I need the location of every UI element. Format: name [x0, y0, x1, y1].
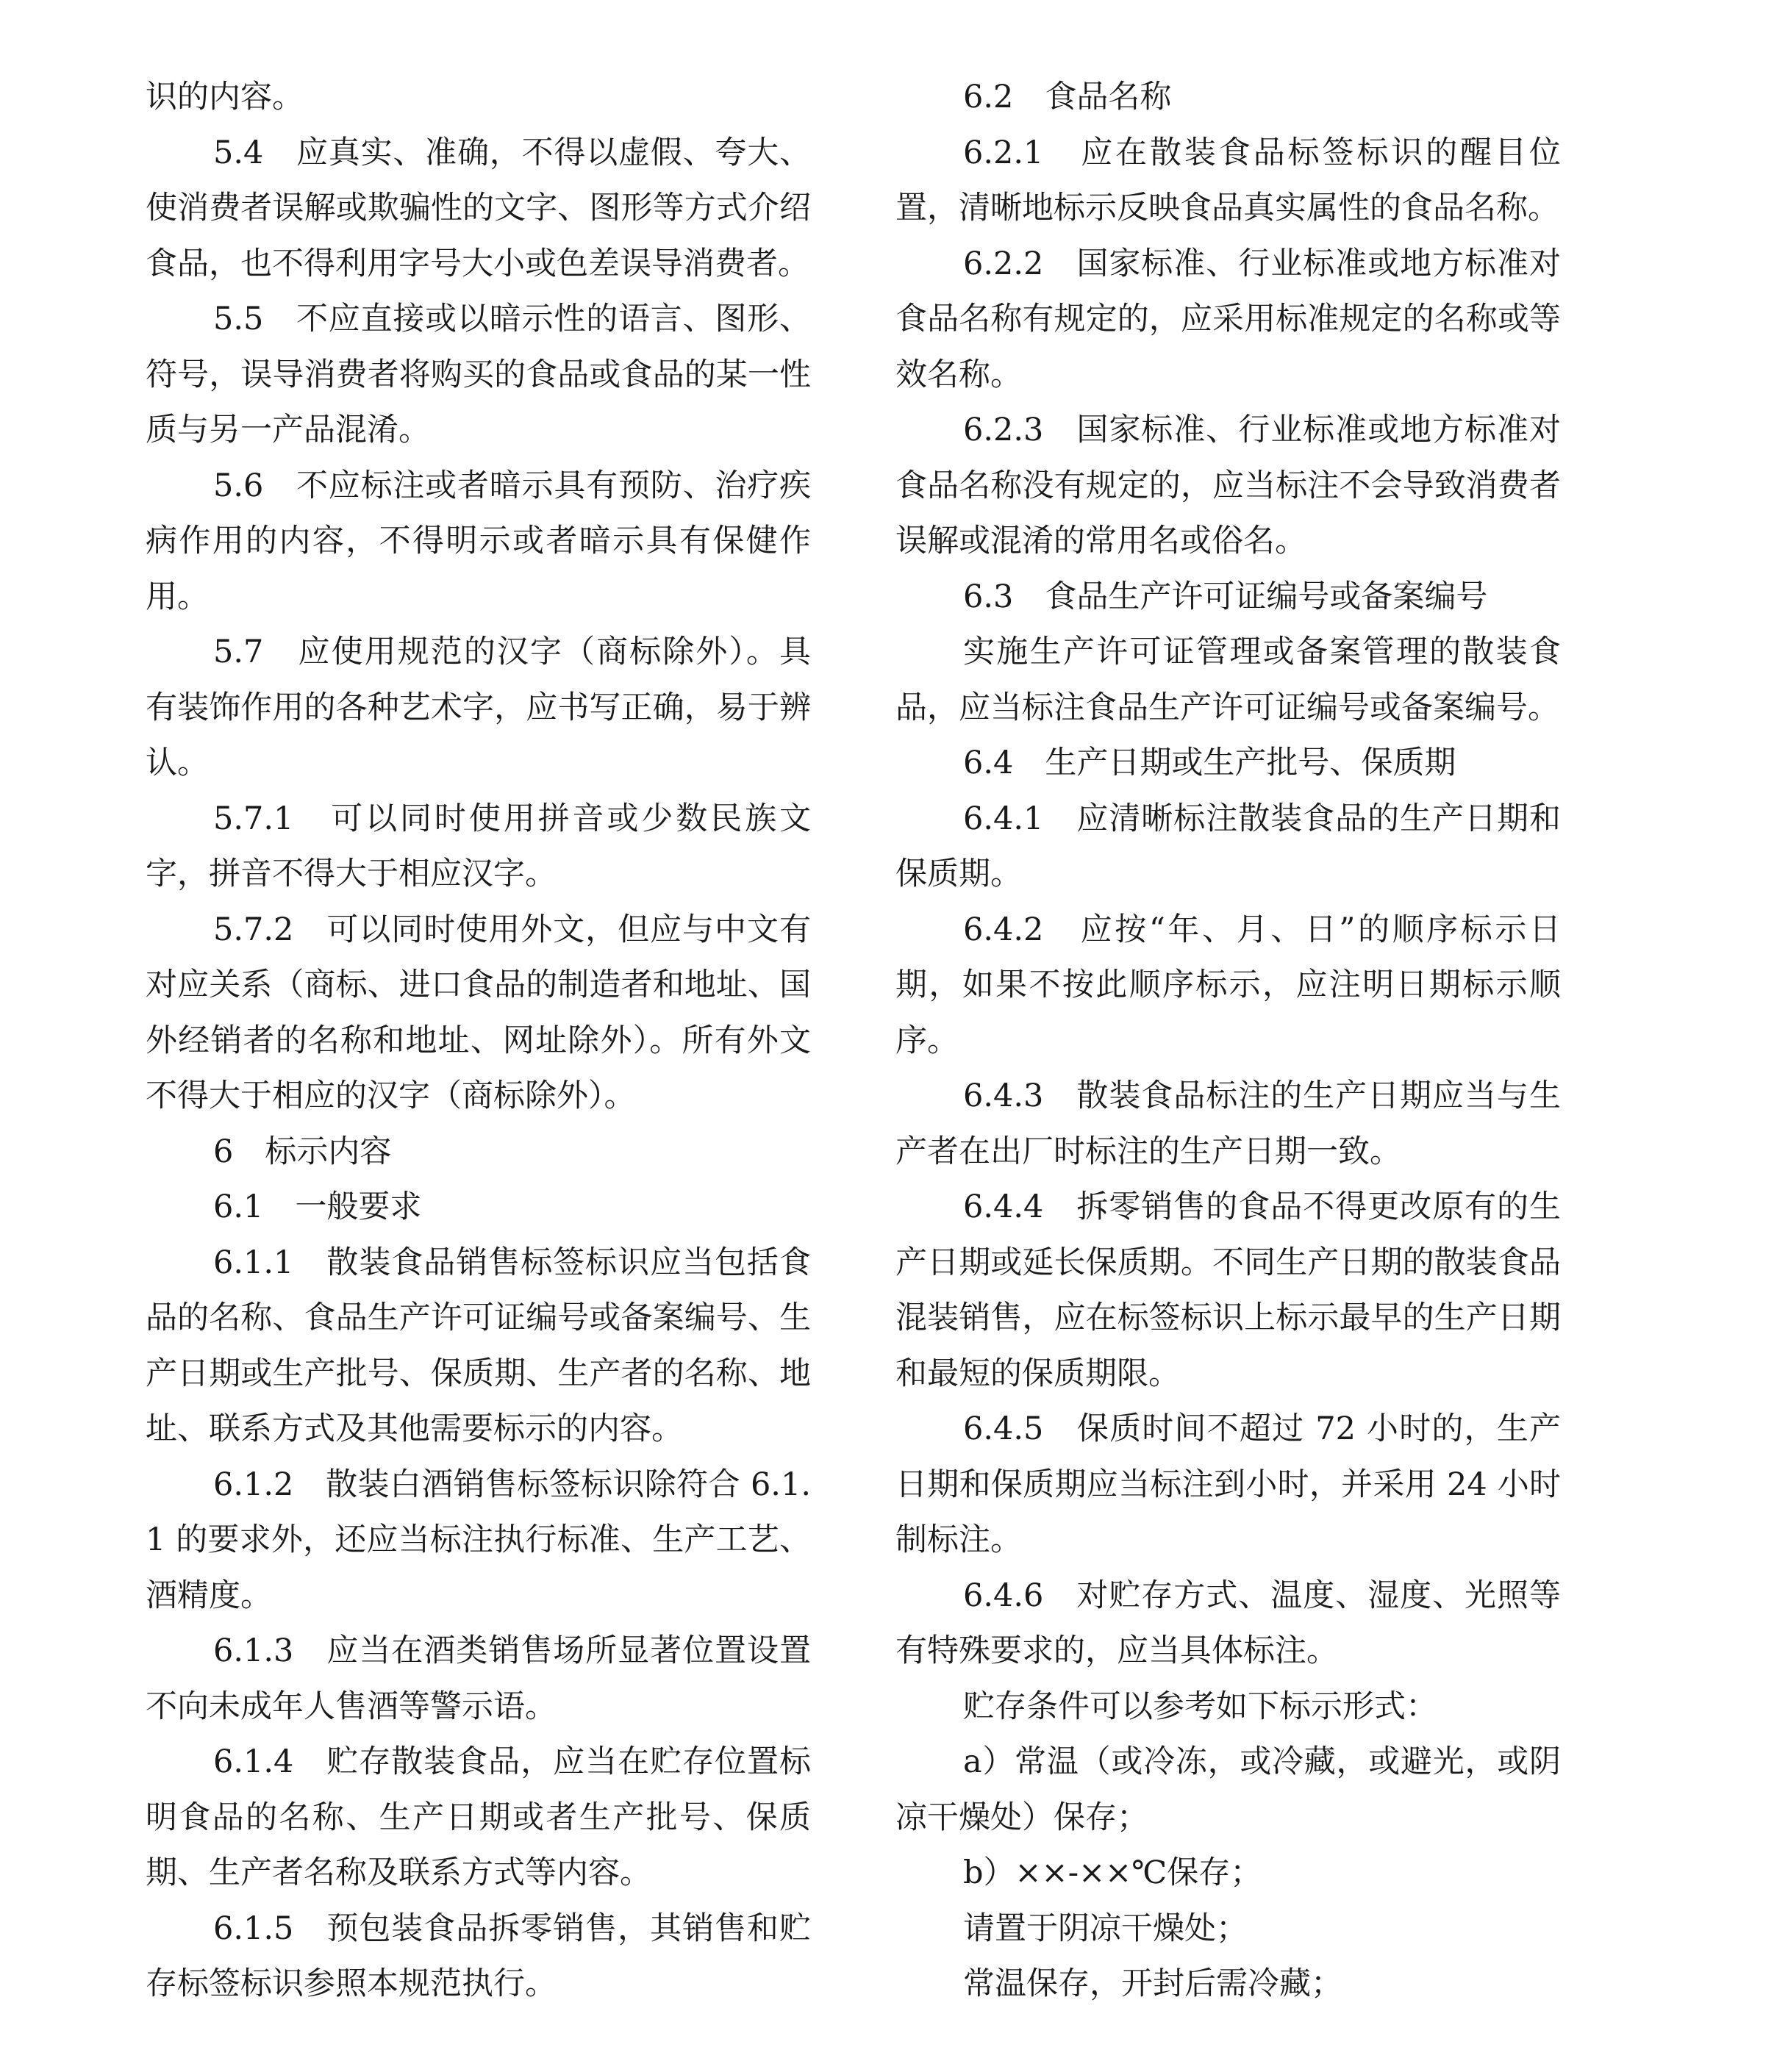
paragraph-6-4-2: 6.4.2 应按“年、月、日”的顺序标示日期，如果不按此顺序标示，应注明日期标示顺序。 — [895, 911, 1561, 1059]
paragraph-6-4-6: 6.4.6 对贮存方式、温度、湿度、光照等有特殊要求的，应当具体标注。 — [895, 1577, 1561, 1669]
paragraph-6-2-3: 6.2.3 国家标准、行业标准或地方标准对食品名称没有规定的，应当标注不会导致消费者误解或混淆的常用名或俗名。 — [895, 412, 1561, 559]
paragraph-6-1-3: 6.1.3 应当在酒类销售场所显著位置设置不向未成年人售酒等警示语。 — [146, 1632, 811, 1725]
paragraph-6-4-5: 6.4.5 保质时间不超过 72 小时的，生产日期和保质期应当标注到小时，并采用 24 小时制标注。 — [895, 1410, 1561, 1558]
paragraph-6-1-1: 6.1.1 散装食品销售标签标识应当包括食品的名称、食品生产许可证编号或备案编号、生产日期或生产批号、保质期、生产者的名称、地址、联系方式及其他需要标示的内容。 — [146, 1244, 811, 1447]
section-heading-6-4: 6.4 生产日期或生产批号、保质期 — [963, 745, 1456, 781]
section-heading-6-1: 6.1 一般要求 — [213, 1189, 422, 1225]
paragraph-5-4: 5.4 应真实、准确，不得以虚假、夸大、使消费者误解或欺骗性的文字、图形等方式介绍食品，也不得利用字号大小或色差误导消费者。 — [146, 134, 811, 282]
storage-example-a: a）常温（或冷冻，或冷藏，或避光，或阴凉干燥处）保存； — [895, 1743, 1561, 1836]
paragraph-5-7: 5.7 应使用规范的汉字（商标除外）。具有装饰作用的各种艺术字，应书写正确，易于辨认。 — [146, 634, 811, 781]
paragraph-6-1-4: 6.1.4 贮存散装食品，应当在贮存位置标明食品的名称、生产日期或者生产批号、保质期、生产者名称及联系方式等内容。 — [146, 1743, 811, 1891]
paragraph-6-3-body: 实施生产许可证管理或备案管理的散装食品，应当标注食品生产许可证编号或备案编号。 — [895, 634, 1561, 726]
paragraph-6-1-2: 6.1.2 散装白酒销售标签标识除符合 6.1.1 的要求外，还应当标注执行标准、生产工艺、酒精度。 — [146, 1466, 811, 1614]
paragraph-6-4-4: 6.4.4 拆零销售的食品不得更改原有的生产日期或延长保质期。不同生产日期的散装食品混装销售，应在标签标识上标示最早的生产日期和最短的保质期限。 — [895, 1189, 1561, 1392]
left-column — [146, 70, 811, 2012]
right-column — [895, 70, 1561, 2012]
paragraph-6-1-5: 6.1.5 预包装食品拆零销售，其销售和贮存标签标识参照本规范执行。 — [146, 1910, 811, 2002]
paragraph-5-5: 5.5 不应直接或以暗示性的语言、图形、符号，误导消费者将购买的食品或食品的某一性质与另一产品混淆。 — [146, 301, 811, 448]
section-heading-6: 6 标示内容 — [213, 1133, 392, 1170]
storage-example-d: 常温保存，开封后需冷藏； — [963, 1965, 1342, 2002]
storage-conditions-intro: 贮存条件可以参考如下标示形式： — [963, 1688, 1437, 1725]
paragraph-6-2-2: 6.2.2 国家标准、行业标准或地方标准对食品名称有规定的，应采用标准规定的名称或等效名称。 — [895, 245, 1561, 393]
paragraph-5-7-1: 5.7.1 可以同时使用拼音或少数民族文字，拼音不得大于相应汉字。 — [146, 800, 811, 892]
section-heading-6-3: 6.3 食品生产许可证编号或备案编号 — [963, 578, 1488, 615]
paragraph-5-7-2: 5.7.2 可以同时使用外文，但应与中文有对应关系（商标、进口食品的制造者和地址、国外经销者的名称和地址、网址除外）。所有外文不得大于相应的汉字（商标除外）。 — [146, 911, 811, 1114]
section-heading-6-2: 6.2 食品名称 — [963, 79, 1172, 115]
storage-example-b: b）××-××℃保存； — [963, 1854, 1262, 1891]
paragraph-6-4-3: 6.4.3 散装食品标注的生产日期应当与生产者在出厂时标注的生产日期一致。 — [895, 1078, 1561, 1170]
paragraph-5-6: 5.6 不应标注或者暗示具有预防、治疗疾病作用的内容，不得明示或者暗示具有保健作用。 — [146, 467, 811, 615]
storage-example-c: 请置于阴凉干燥处； — [963, 1910, 1248, 1947]
paragraph-6-4-1: 6.4.1 应清晰标注散装食品的生产日期和保质期。 — [895, 800, 1561, 892]
paragraph-5-3-continuation: 识的内容。 — [146, 79, 304, 115]
paragraph-6-2-1: 6.2.1 应在散装食品标签标识的醒目位置，清晰地标示反映食品真实属性的食品名称。 — [895, 134, 1561, 226]
